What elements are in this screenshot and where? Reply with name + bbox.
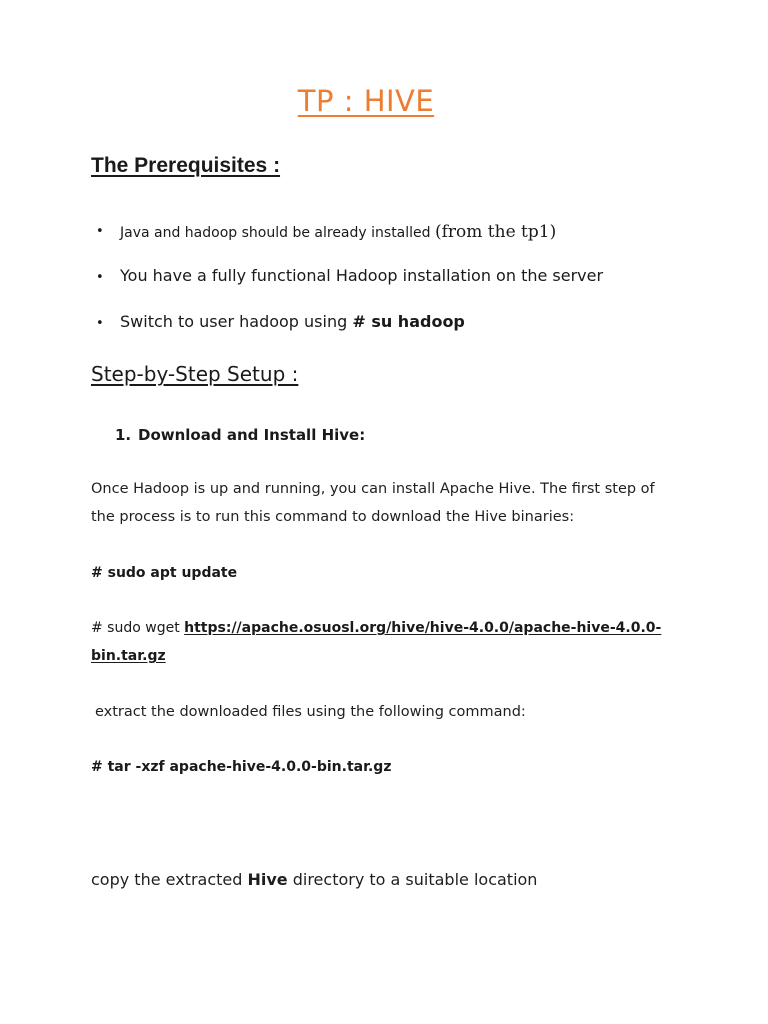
hive-download-link[interactable]: https://apache.osuosl.org/hive/hive-4.0.0/apache-hive-4.0.0- bbox=[184, 620, 662, 636]
prerequisite-item-switch-text: Switch to user hadoop using bbox=[120, 312, 353, 331]
intro-paragraph-line-2: the process is to run this command to download the Hive binaries: bbox=[91, 509, 575, 525]
bullet-icon: • bbox=[96, 224, 104, 239]
copy-instruction bbox=[91, 870, 537, 889]
bullet-icon: • bbox=[96, 270, 104, 285]
wget-command-continued bbox=[91, 648, 166, 664]
page-title: TP : HIVE bbox=[297, 84, 435, 118]
tar-command: # tar -xzf apache-hive-4.0.0-bin.tar.gz bbox=[91, 759, 392, 775]
wget-command-prefix: # sudo wget bbox=[91, 620, 185, 636]
prerequisite-item-java-text: Java and hadoop should be already installed bbox=[120, 225, 435, 241]
prerequisite-item-switch-user bbox=[120, 312, 465, 331]
apt-update-command: # sudo apt update bbox=[91, 565, 238, 581]
prerequisite-item-java bbox=[120, 222, 556, 242]
extract-instruction: extract the downloaded files using the following command: bbox=[95, 704, 526, 720]
copy-instruction-prefix: copy the extracted bbox=[91, 870, 248, 889]
su-hadoop-command: # su hadoop bbox=[352, 312, 465, 331]
wget-command bbox=[91, 620, 661, 636]
prerequisites-heading: The Prerequisites : bbox=[91, 154, 281, 177]
step-number: 1. bbox=[115, 426, 132, 444]
bullet-icon: • bbox=[96, 316, 104, 331]
hive-download-link-continued[interactable]: bin.tar.gz bbox=[91, 648, 166, 664]
prerequisite-item-java-note: (from the tp1) bbox=[435, 222, 557, 242]
setup-heading: Step-by-Step Setup : bbox=[91, 362, 299, 386]
step-title: Download and Install Hive: bbox=[138, 426, 366, 444]
copy-instruction-suffix: directory to a suitable location bbox=[287, 870, 538, 889]
intro-paragraph-line-1: Once Hadoop is up and running, you can install Apache Hive. The first step of bbox=[91, 481, 655, 497]
hive-directory-name: Hive bbox=[247, 870, 288, 889]
prerequisite-item-hadoop: You have a fully functional Hadoop installation on the server bbox=[120, 266, 604, 285]
